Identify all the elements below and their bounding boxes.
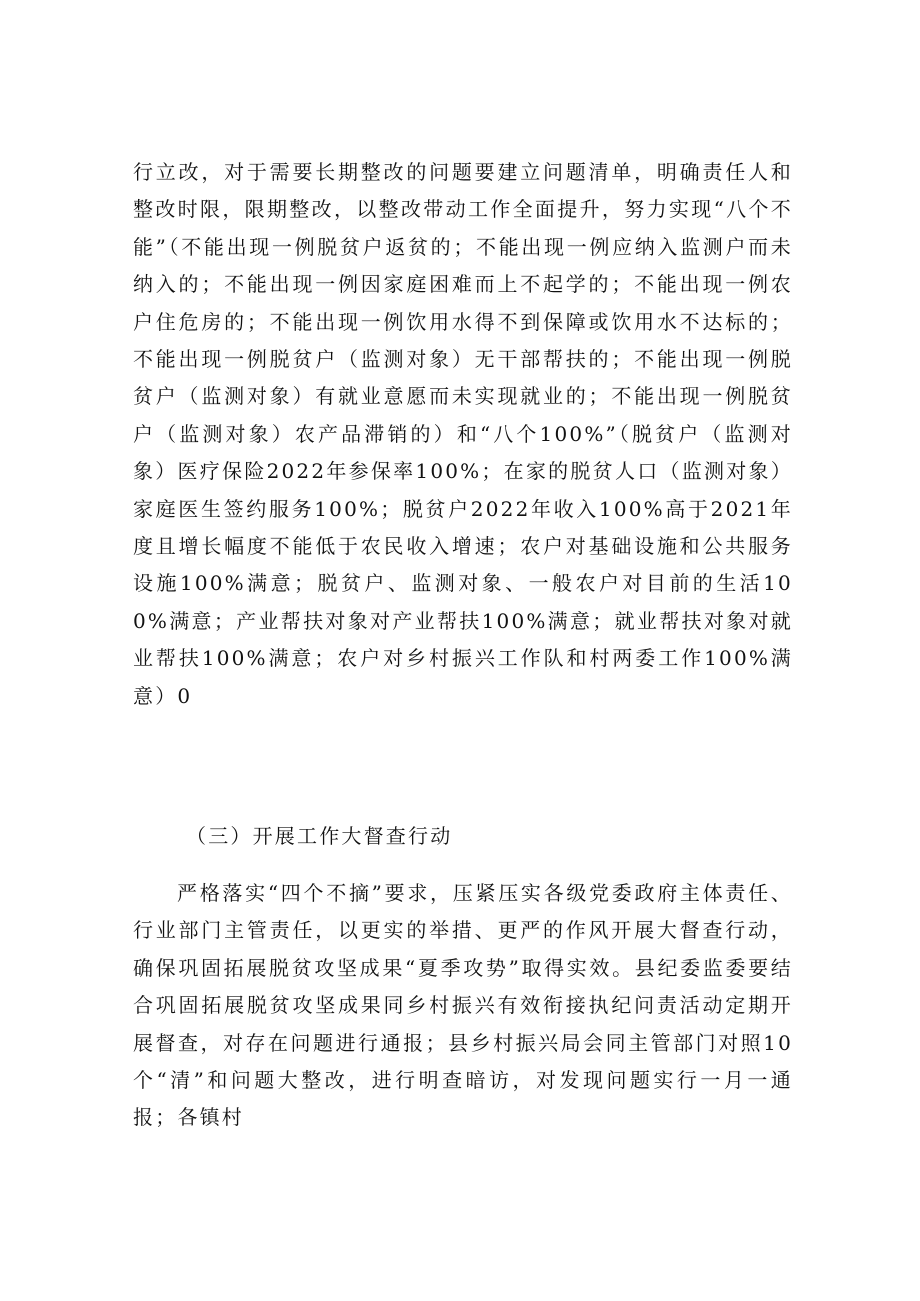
- section-heading: （三）开展工作大督查行动: [186, 824, 453, 848]
- body-paragraph-continued: 行立改，对于需要长期整改的问题要建立问题清单，明确责任人和整改时限，限期整改，以整改带动工作全面提升，努力实现“八个不能”（不能出现一例脱贫户返贫的；不能出现一例应纳入监测户而未纳入的；不能出现一例因家庭困难而上不起学的；不能出现一例农户住危房的；不能出现一例饮用水得不到保障或饮用水不达标的；不能出现一例脱贫户（监测对象）无干部帮扶的；不能出现一例脱贫户（监测对象）有就业意愿而未实现就业的；不能出现一例脱贫户（监测对象）农产品滞销的）和“八个100%”（脱贫户（监测对象）医疗保险2022年参保率100%；在家的脱贫人口（监测对象）家庭医生签约服务100%；脱贫户2022年收入100%高于2021年度且增长幅度不能低于农民收入增速；农户对基础设施和公共服务设施100%满意；脱贫户、监测对象、一般农户对目前的生活100%满意；产业帮扶对象对产业帮扶100%满意；就业帮扶对象对就业帮扶100%满意；农户对乡村振兴工作队和村两委工作100%满意）0: [133, 160, 793, 708]
- body-paragraph-section-3: 严格落实“四个不摘”要求，压紧压实各级党委政府主体责任、行业部门主管责任，以更实的举措、更严的作风开展大督查行动，确保巩固拓展脱贫攻坚成果“夏季攻势”取得实效。县纪委监委要结合巩固拓展脱贫攻坚成果同乡村振兴有效衔接执纪问责活动定期开展督查，对存在问题进行通报；县乡村振兴局会同主管部门对照10个“清”和问题大整改，进行明查暗访，对发现问题实行一月一通报；各镇村: [133, 881, 793, 1130]
